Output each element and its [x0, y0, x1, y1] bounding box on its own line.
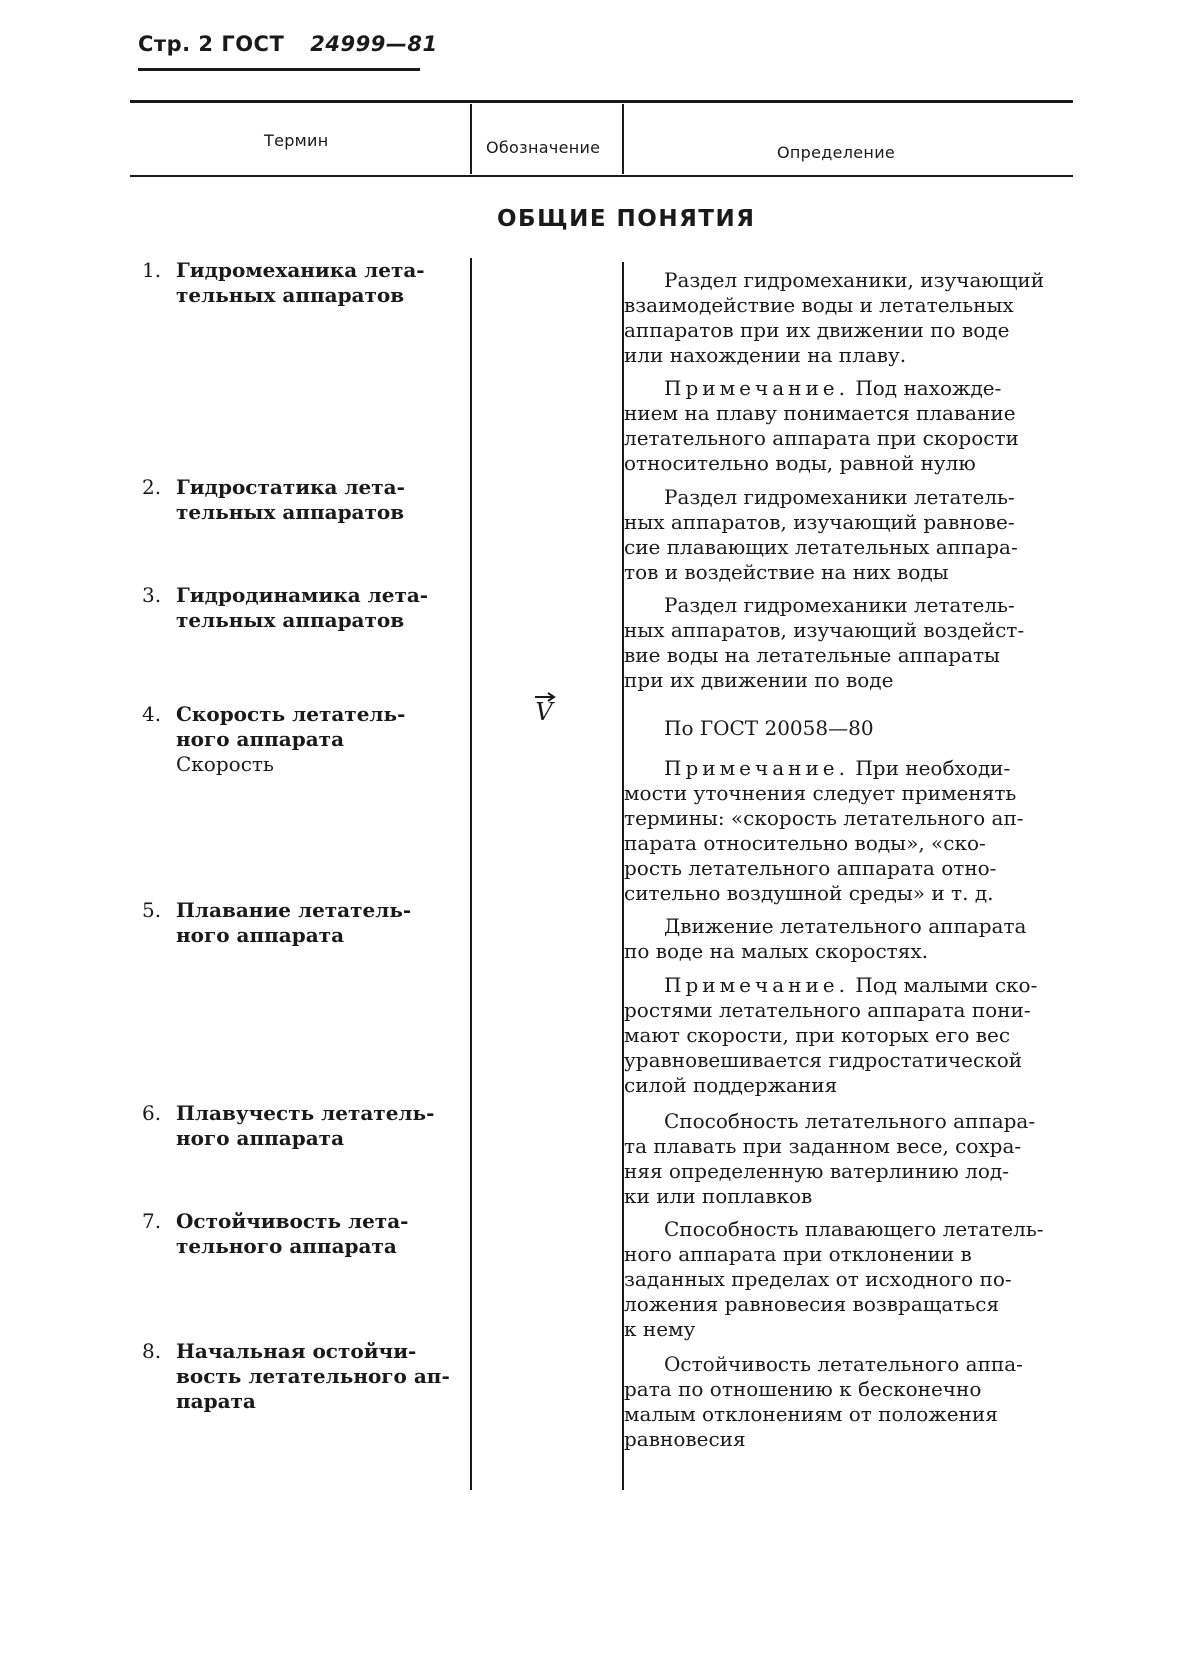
definition-6: Способность летательного аппара- та плавать при заданном весе, сохра- няя определенную ватерлинию лод- ки или поплавков — [624, 1109, 1036, 1208]
velocity-symbol — [532, 700, 556, 724]
definition-2: Раздел гидромеханики летатель- ных аппаратов, изучающий равнове- сие плавающих летательных аппара- тов и воздействие на них воды — [624, 485, 1018, 584]
term-5: 5. Плавание летатель- ного аппарата — [142, 898, 412, 947]
header-underline — [138, 68, 420, 71]
header-divider-1 — [470, 104, 472, 174]
note-4: Примечание. При необходи- мости уточнения следует применять термины: «скорость летательного ап- парата относительно воды», «ско- рость летательного аппарата отно- сительно воздушной среды» и т. д. — [624, 756, 1024, 905]
page-label: Стр. 2 ГОСТ — [138, 32, 285, 56]
definition-1: Раздел гидромеханики, изучающий взаимодействие воды и летательных аппаратов при их движении по воде или нахождении на плаву. — [624, 268, 1045, 367]
column-header-definition: Определение — [777, 143, 896, 162]
column-header-term: Термин — [264, 131, 329, 150]
term-8: 8. Начальная остойчи- вость летательного ап- парата — [142, 1339, 450, 1413]
table-top-rule — [130, 100, 1073, 103]
table-header-rule — [130, 175, 1073, 177]
note-1: Примечание. Под нахожде- нием на плаву понимается плавание летательного аппарата при скорости относительно воды, равной нулю — [624, 376, 1019, 475]
note-5: Примечание. Под малыми ско- ростями летательного аппарата пони- мают скорости, при которых его вес уравновешивается гидростатической силой поддержания — [624, 973, 1038, 1097]
term-6: 6. Плавучесть летатель- ного аппарата — [142, 1101, 435, 1150]
column-header-symbol: Обозначение — [486, 138, 601, 157]
term-3: 3. Гидродинамика лета- тельных аппаратов — [142, 583, 429, 632]
term-2: 2. Гидростатика лета- тельных аппаратов — [142, 475, 405, 524]
vector-arrow-icon — [534, 692, 556, 702]
standard-number: 24999—81 — [310, 32, 438, 56]
definition-7: Способность плавающего летатель- ного аппарата при отклонении в заданных пределах от исходного по- ложения равновесия возвращаться к нему — [624, 1217, 1044, 1341]
term-1: 1. Гидромеханика лета- тельных аппаратов — [142, 258, 425, 307]
definition-3: Раздел гидромеханики летатель- ных аппаратов, изучающий воздейст- вие воды на летательные аппараты при их движении по воде — [624, 593, 1025, 692]
velocity-letter: V — [535, 698, 553, 726]
term-4: 4. Скорость летатель- ного аппарата Скорость — [142, 702, 406, 776]
body-divider-1 — [470, 258, 472, 1490]
section-title: ОБЩИЕ ПОНЯТИЯ — [497, 206, 756, 232]
definition-8: Остойчивость летательного аппа- рата по отношению к бесконечно малым отклонениям от положения равновесия — [624, 1352, 1023, 1451]
definition-5: Движение летательного аппарата по воде на малых скоростях. — [624, 914, 1027, 963]
header-divider-2 — [622, 104, 624, 174]
definition-4: По ГОСТ 20058—80 — [664, 716, 874, 740]
page-header — [138, 32, 438, 56]
term-7: 7. Остойчивость лета- тельного аппарата — [142, 1209, 409, 1258]
